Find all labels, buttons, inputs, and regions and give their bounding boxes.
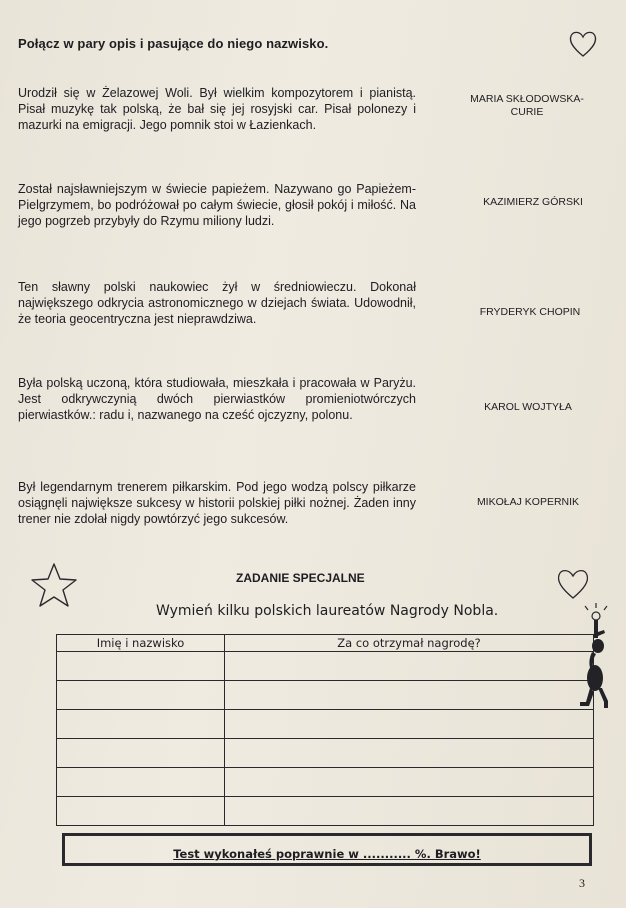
description-1: Urodził się w Żelazowej Woli. Był wielkim kompozytorem i pianistą. Pisał muzykę tak polską, że bał się jej rosyjski car. Pisał polonezy i mazurki na emigracji. Jego pomnik stoi w Łazienkach. [18, 86, 416, 132]
table-row [57, 710, 594, 739]
table-row [57, 681, 594, 710]
special-task-heading: ZADANIE SPECJALNE [236, 571, 365, 585]
description-4: Była polską uczoną, która studiowała, mieszkała i pracowała w Paryżu. Jest odkrywczynią dwóch pierwiastków promieniotwórczych pierwiastków.: radu i, nazwanego na cześć ojczyzny, polonu. [18, 376, 416, 422]
table-row [57, 768, 594, 797]
reason-cell[interactable] [225, 797, 594, 826]
heart-icon [568, 30, 598, 58]
reason-cell[interactable] [225, 681, 594, 710]
table-row [57, 652, 594, 681]
description-3: Ten sławny polski naukowiec żył w średniowieczu. Dokonał największego odkrycia astronomicznego w dziejach świata. Udowodnił, że teoria geocentryczna jest nieprawdziwa. [18, 280, 416, 326]
star-icon [30, 562, 78, 608]
name-cell[interactable] [57, 768, 225, 797]
name-cell[interactable] [57, 710, 225, 739]
name-cell[interactable] [57, 739, 225, 768]
reason-cell[interactable] [225, 652, 594, 681]
reason-cell[interactable] [225, 710, 594, 739]
name-option-2: KAZIMIERZ GÓRSKI [483, 196, 583, 208]
page-number: 3 [579, 876, 585, 890]
score-text: Test wykonałeś poprawnie w ........... %. Brawo! [173, 847, 481, 861]
heart-icon [556, 568, 590, 600]
name-option-1: MARIA SKŁODOWSKA- CURIE [470, 93, 584, 118]
reason-cell[interactable] [225, 739, 594, 768]
name-option-4: KAROL WOJTYŁA [484, 401, 572, 413]
stick-figure-icon [574, 602, 622, 724]
column-header-name: Imię i nazwisko [57, 635, 225, 652]
special-task-instruction: Wymień kilku polskich laureatów Nagrody Nobla. [156, 603, 499, 619]
name-cell[interactable] [57, 797, 225, 826]
name-cell[interactable] [57, 681, 225, 710]
table-row [57, 797, 594, 826]
description-2: Został najsławniejszym w świecie papieżem. Nazywano go Papieżem- Pielgrzymem, bo podróżował po całym świecie, głosił pokój i miłość. Na jego pogrzeb przybyły do Rzymu miliony ludzi. [18, 182, 416, 228]
nobel-answers-table [56, 634, 594, 826]
column-header-reason: Za co otrzymał nagrodę? [225, 635, 594, 652]
name-option-5: MIKOŁAJ KOPERNIK [476, 496, 580, 508]
table-row [57, 739, 594, 768]
score-box [62, 833, 592, 866]
name-option-3: FRYDERYK CHOPIN [479, 306, 581, 318]
reason-cell[interactable] [225, 768, 594, 797]
worksheet-title: Połącz w pary opis i pasujące do niego nazwisko. [18, 36, 329, 51]
name-cell[interactable] [57, 652, 225, 681]
description-5: Był legendarnym trenerem piłkarskim. Pod jego wodzą polscy piłkarze osiągnęli największe sukcesy w historii polskiej piłki nożnej. Żaden inny trener nie zdołał nigdy powtórzyć jego sukcesów. [18, 480, 416, 526]
